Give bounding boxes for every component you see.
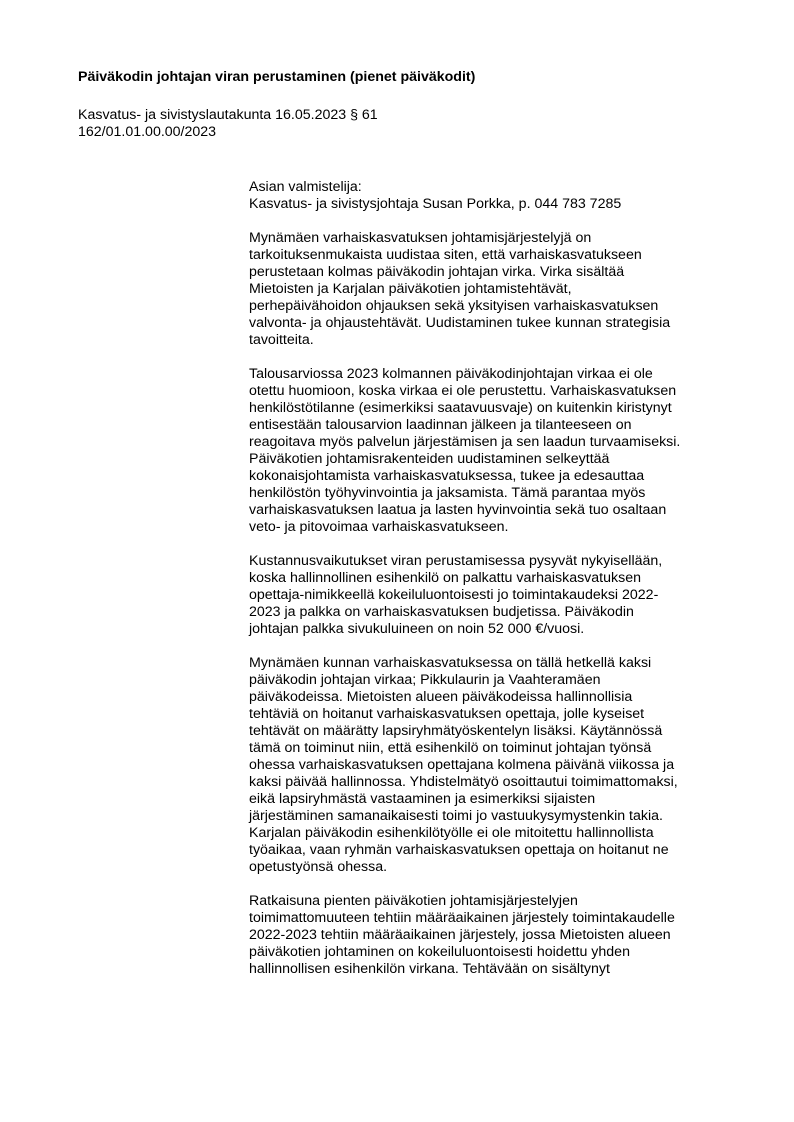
text-line: työaikaa, vaan ryhmän varhaiskasvatuksen opettaja on hoitanut ne <box>249 842 669 858</box>
text-line: järjestäminen samanaikaisesti toimi jo vastuukysymystenkin takia. <box>249 808 663 824</box>
text-line: Mynämäen kunnan varhaiskasvatuksessa on tällä hetkellä kaksi <box>249 655 652 671</box>
text-line: Kasvatus- ja sivistysjohtaja Susan Porkka, p. 044 783 7285 <box>249 196 622 212</box>
meta-committee-line: Kasvatus- ja sivistyslautakunta 16.05.2023 § 61 <box>78 107 378 123</box>
text-line: päiväkodeissa. Mietoisten alueen päiväkodeissa hallinnollisia <box>249 689 633 705</box>
text-line: perhepäivähoidon ohjauksen sekä yksityisen varhaiskasvatuksen <box>249 298 659 314</box>
text-line: Asian valmistelija: <box>249 179 362 195</box>
text-line: opettaja-nimikkeellä kokeiluluontoisesti jo toimintakaudeksi 2022- <box>249 587 659 603</box>
text-line: päiväkodin johtajan virkaa; Pikkulaurin ja Vaahteramäen <box>249 672 601 688</box>
text-line: 2023 ja palkka on varhaiskasvatuksen budjetissa. Päiväkodin <box>249 604 634 620</box>
text-line: päiväkotien johtaminen on kokeiluluontoisesti hoidettu yhden <box>249 944 630 960</box>
body-paragraph <box>249 366 749 536</box>
text-line: toimimattomuuteen tehtiin määräaikainen järjestely toimintakaudelle <box>249 910 675 926</box>
preparer-info <box>249 179 749 213</box>
text-line: Ratkaisuna pienten päiväkotien johtamisjärjestelyjen <box>249 893 578 909</box>
text-line: otettu huomioon, koska virkaa ei ole perustettu. Varhaiskasvatuksen <box>249 383 677 399</box>
body-paragraph <box>249 553 749 638</box>
text-line: hallinnollisen esihenkilön virkana. Tehtävään on sisältynyt <box>249 961 610 977</box>
text-line: opetustyönsä ohessa. <box>249 859 388 875</box>
text-line: Mietoisten ja Karjalan päiväkotien johtamistehtävät, <box>249 281 572 297</box>
text-line: tavoitteita. <box>249 332 314 348</box>
document-body <box>249 179 749 995</box>
text-line: Päiväkotien johtamisrakenteiden uudistaminen selkeyttää <box>249 451 610 467</box>
text-line: tämä on toiminut niin, että esihenkilö on toiminut johtajan työnsä <box>249 740 652 756</box>
text-line: johtajan palkka sivukuluineen on noin 52 000 €/vuosi. <box>249 621 585 637</box>
text-line: henkilöstötilanne (esimerkiksi saatavuusvaje) on kuitenkin kiristynyt <box>249 400 672 416</box>
text-line: ohessa varhaiskasvatuksen opettajana kolmena päivänä viikossa ja <box>249 757 675 773</box>
text-line: kokonaisjohtamista varhaiskasvatuksessa, tukee ja edesauttaa <box>249 468 645 484</box>
text-line: Mynämäen varhaiskasvatuksen johtamisjärjestelyjä on <box>249 230 592 246</box>
document-title: Päiväkodin johtajan viran perustaminen (pienet päiväkodit) <box>78 69 476 85</box>
text-line: entisestään talousarvion laadinnan jälkeen ja tilanteeseen on <box>249 417 632 433</box>
body-paragraph <box>249 655 749 876</box>
text-line: henkilöstön työhyvinvointia ja jaksamista. Tämä parantaa myös <box>249 485 646 501</box>
text-line: tehtäviä on hoitanut varhaiskasvatuksen opettaja, jolle kyseiset <box>249 706 645 722</box>
meta-reference-line: 162/01.01.00.00/2023 <box>78 124 217 140</box>
text-line: reagoitava myös palvelun järjestämisen ja sen laadun turvaamiseksi. <box>249 434 681 450</box>
text-line: Kustannusvaikutukset viran perustamisessa pysyvät nykyisellään, <box>249 553 663 569</box>
text-line: perustetaan kolmas päiväkodin johtajan virka. Virka sisältää <box>249 264 625 280</box>
text-line: varhaiskasvatuksen laatua ja lasten hyvinvointia sekä tuo osaltaan <box>249 502 667 518</box>
text-line: valvonta- ja ohjaustehtävät. Uudistaminen tukee kunnan strategisia <box>249 315 671 331</box>
text-line: Talousarviossa 2023 kolmannen päiväkodinjohtajan virkaa ei ole <box>249 366 653 382</box>
body-paragraph <box>249 230 749 349</box>
text-line: koska hallinnollinen esihenkilö on palkattu varhaiskasvatuksen <box>249 570 641 586</box>
text-line: kaksi päivää hallinnossa. Yhdistelmätyö osoittautui toimimattomaksi, <box>249 774 678 790</box>
text-line: tarkoituksenmukaista uudistaa siten, että varhaiskasvatukseen <box>249 247 642 263</box>
text-line: 2022-2023 tehtiin määräaikainen järjestely, jossa Mietoisten alueen <box>249 927 671 943</box>
document-meta <box>78 107 378 141</box>
body-paragraph <box>249 893 749 978</box>
text-line: tehtävät on määrätty lapsiryhmätyöskentelyn lisäksi. Käytännössä <box>249 723 663 739</box>
text-line: Karjalan päiväkodin esihenkilötyölle ei ole mitoitettu hallinnollista <box>249 825 654 841</box>
text-line: veto- ja pitovoimaa varhaiskasvatukseen. <box>249 519 509 535</box>
text-line: eikä lapsiryhmästä vastaaminen ja esimerkiksi sijaisten <box>249 791 596 807</box>
